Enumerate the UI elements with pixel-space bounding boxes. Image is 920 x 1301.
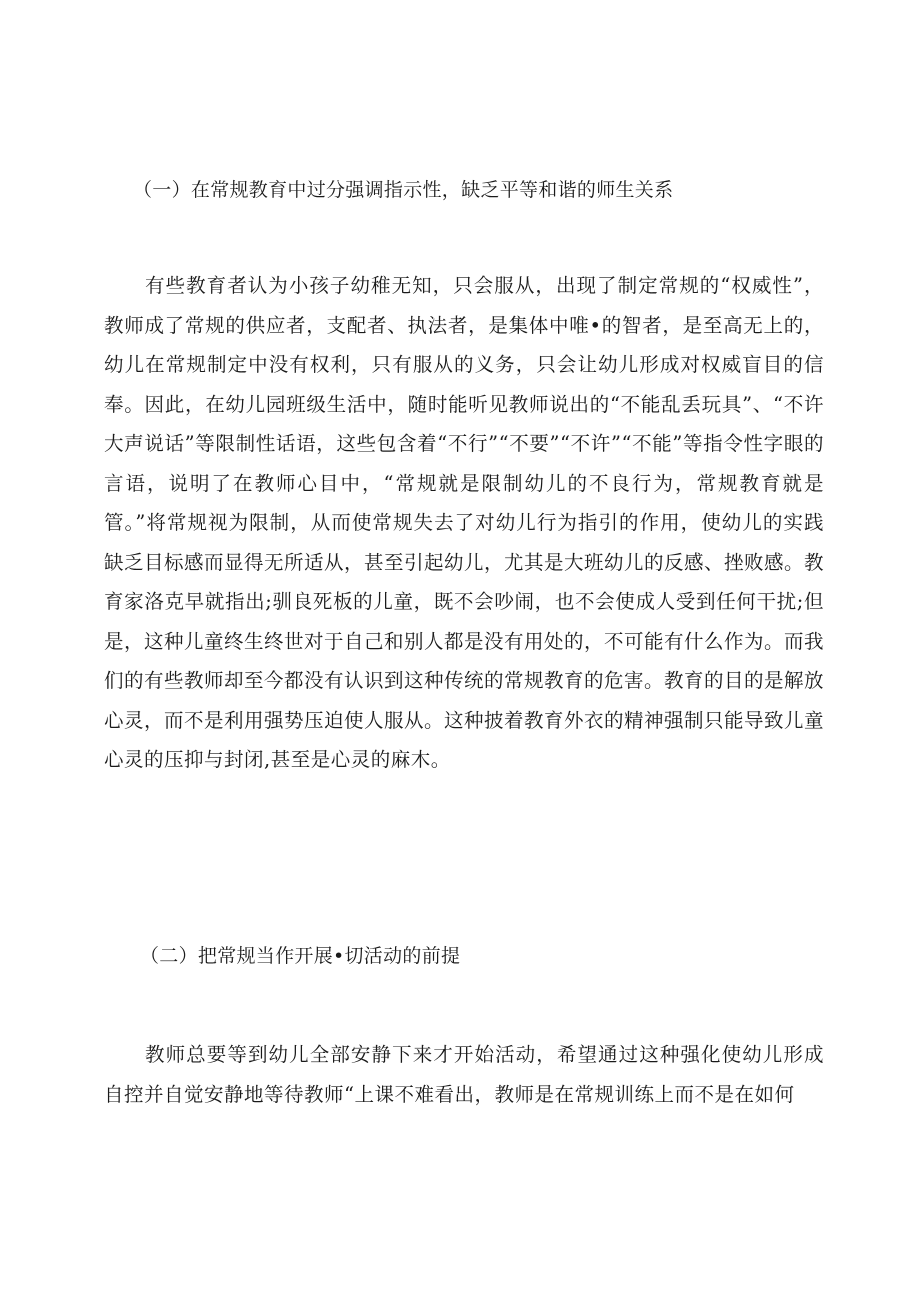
section-heading-1: （一）在常规教育中过分强调指示性，缺乏平等和谐的师生关系 [133, 179, 674, 201]
section-heading-2: （二）把常规当作开展•切活动的前提 [140, 945, 461, 967]
section-paragraph-2: 教师总要等到幼儿全部安静下来才开始活动，希望通过这种强化使幼儿形成自控并自觉安静地等待教师“上课不难看出，教师是在常规训练上而不是在如何 [104, 1043, 824, 1106]
section-paragraph-1: 有些教育者认为小孩子幼稚无知，只会服从，出现了制定常规的“权威性”，教师成了常规的供应者，支配者、执法者，是集体中唯•的智者，是至高无上的，幼儿在常规制定中没有权利，只有服从的义务，只会让幼儿形成对权威盲目的信奉。因此，在幼儿园班级生活中，随时能听见教师说出的“不能乱丢玩具”、“不许大声说话”等限制性话语，这些包含着“不行”“不要”“不许”“不能”等指令性字眼的言语，说明了在教师心目中，“常规就是限制幼儿的不良行为，常规教育就是管。”将常规视为限制，从而使常规失去了对幼儿行为指引的作用，使幼儿的实践缺乏目标感而显得无所适从，甚至引起幼儿，尤其是大班幼儿的反感、挫败感。教育家洛克早就指出;驯良死板的儿童，既不会吵闹，也不会使成人受到任何干扰;但是，这种儿童终生终世对于自己和别人都是没有用处的，不可能有什么作为。而我们的有些教师却至今都没有认识到这种传统的常规教育的危害。教育的目的是解放心灵，而不是利用强势压迫使人服从。这种披着教育外衣的精神强制只能导致儿童心灵的压抑与封闭,甚至是心灵的麻木。 [104, 274, 825, 771]
